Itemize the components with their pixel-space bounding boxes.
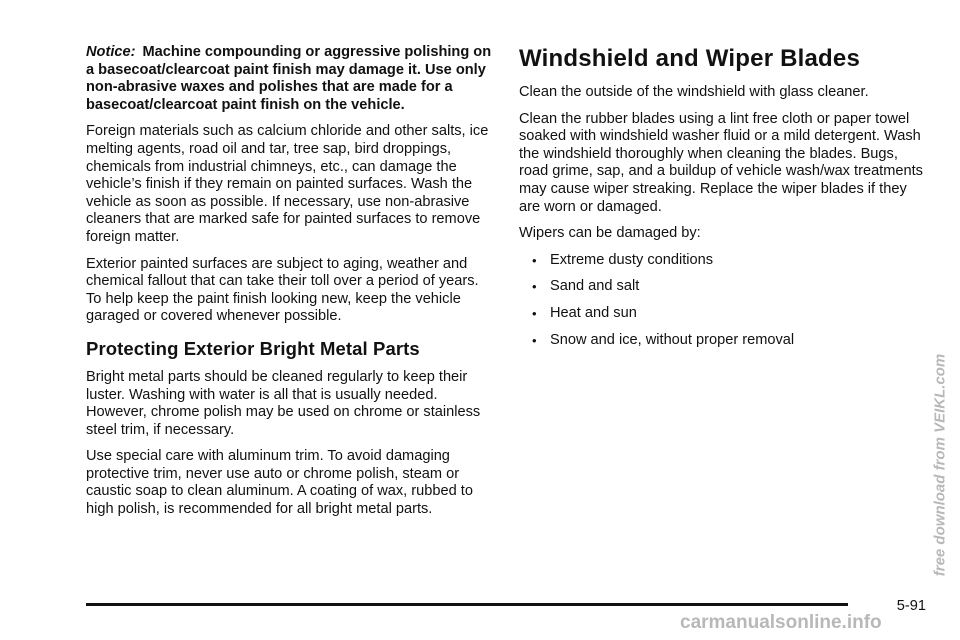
right-column [519,44,931,358]
bullet-icon: • [532,305,537,321]
body-paragraph: Use special care with aluminum trim. To avoid damaging protective trim, never use auto or chrome polish, steam or caustic soap to clean aluminum. A coating of wax, rubbed to high polish, is recommended for all bright metal parts. [86,448,473,518]
bullet-icon: • [532,332,537,348]
list-item-text: Heat and sun [550,304,637,321]
notice-label: Notice: [86,44,136,60]
list-item [532,305,931,323]
page-number: 5-91 [896,598,926,614]
footer-rule [86,603,848,606]
bullet-list [519,252,931,349]
body-paragraph: Wipers can be damaged by: [519,225,701,242]
list-item [532,252,931,270]
bottom-watermark: carmanualsonline.info [680,612,882,633]
side-watermark-text: free download from VEIKL.com [931,353,949,577]
section-heading: Protecting Exterior Bright Metal Parts [86,337,420,359]
body-paragraph: Bright metal parts should be cleaned regularly to keep their luster. Washing with water is all that is usually needed. However, chrome polish may be used on chrome or stainless steel trim, if necessary. [86,368,481,438]
body-paragraph: Clean the outside of the windshield with glass cleaner. [519,84,869,100]
list-item-text: Extreme dusty conditions [550,251,714,268]
page-title: Windshield and Wiper Blades [519,45,861,72]
list-item [532,332,931,350]
list-item-text: Sand and salt [550,278,640,295]
body-paragraph: Foreign materials such as calcium chloride and other salts, ice melting agents, road oil and tar, tree sap, bird droppings, chemicals from industrial chimneys, etc., can damage the vehicle’s finish if they remain on painted surfaces. Wash the vehicle as soon as possible. If necessary, use non-abrasive cleaners that are marked safe for painted surfaces to remove foreign matter. [86,123,489,245]
notice-paragraph [86,44,496,114]
list-item [532,278,931,296]
bullet-icon: • [532,252,537,268]
body-paragraph: Clean the rubber blades using a lint free cloth or paper towel soaked with windshield washer fluid or a mild detergent. Wash the windshield thoroughly when cleaning the blades. Bugs, road grime, sap, and a buildup of vehicle wash/wax treatments may cause wiper streaking. Replace the wiper blades if they are worn or damaged. [519,110,923,215]
notice-text: Machine compounding or aggressive polishing on a basecoat/clearcoat paint finish may damage it. Use only non-abrasive waxes and polishes that are made for a basecoat/clearcoat paint finish on the vehicle. [86,44,492,113]
list-item-text: Snow and ice, without proper removal [550,331,795,348]
side-watermark [920,340,960,590]
left-column [86,44,496,528]
bullet-icon: • [532,279,537,295]
body-paragraph: Exterior painted surfaces are subject to aging, weather and chemical fallout that can take their toll over a period of years. To help keep the paint finish looking new, keep the vehicle garaged or covered whenever possible. [86,255,479,325]
